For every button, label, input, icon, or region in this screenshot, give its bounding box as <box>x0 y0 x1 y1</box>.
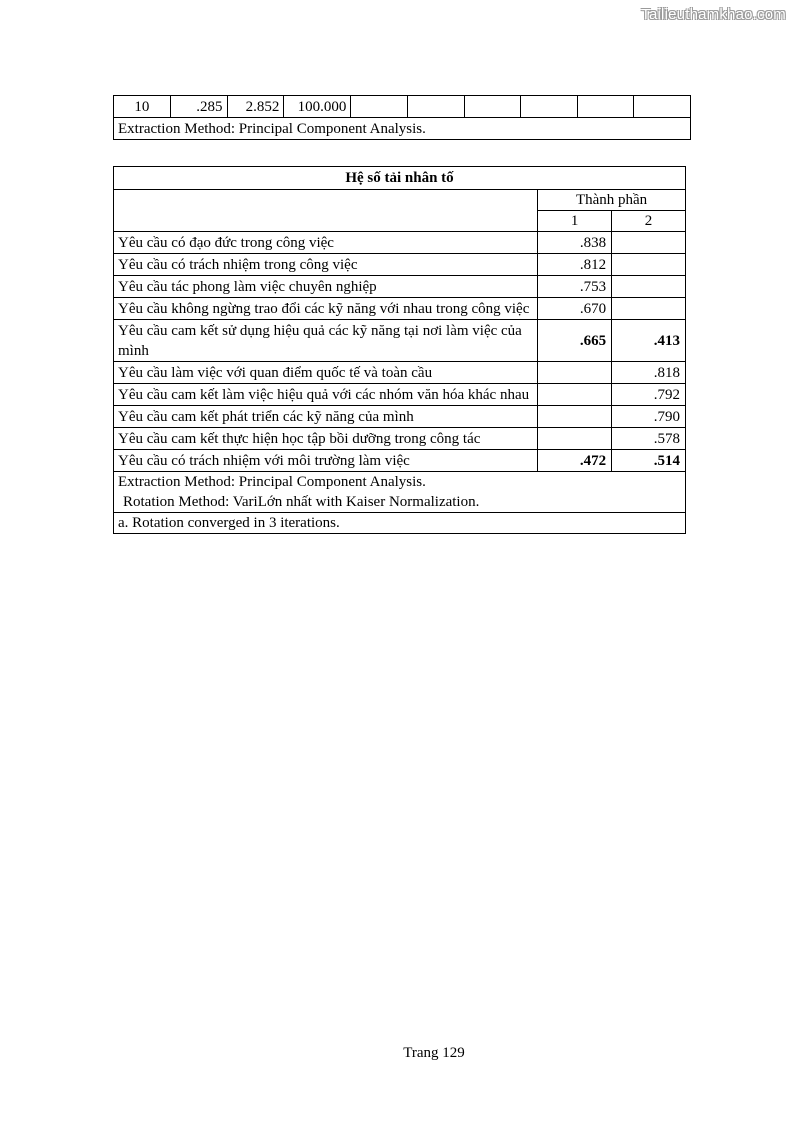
row-label: Yêu cầu không ngừng trao đổi các kỹ năng với nhau trong công việc <box>114 298 538 320</box>
loading-c1: .670 <box>538 298 612 320</box>
component-header: Thành phần <box>538 190 686 211</box>
table-title-row <box>114 167 686 190</box>
table-row <box>114 298 686 320</box>
table-footer-row <box>114 513 686 534</box>
row-label: Yêu cầu cam kết làm việc hiệu quả với các nhóm văn hóa khác nhau <box>114 384 538 406</box>
loading-c1: .753 <box>538 276 612 298</box>
page-number: Trang 129 <box>403 1045 465 1061</box>
loading-c1: .665 <box>538 320 612 362</box>
table-row <box>114 362 686 384</box>
table-cell <box>577 96 634 118</box>
table-row <box>114 320 686 362</box>
table-cell: 100.000 <box>284 96 351 118</box>
loading-c1 <box>538 362 612 384</box>
table-footer-row <box>114 472 686 513</box>
table-row <box>114 384 686 406</box>
table-header-row <box>114 190 686 211</box>
table-cell <box>521 96 578 118</box>
loading-c2: .790 <box>612 406 686 428</box>
row-label: Yêu cầu có trách nhiệm với môi trường làm việc <box>114 450 538 472</box>
table-cell <box>464 96 521 118</box>
table-cell <box>351 96 408 118</box>
loading-c2: .514 <box>612 450 686 472</box>
loading-c2 <box>612 298 686 320</box>
watermark: Tailieuthamkhao.com <box>641 6 786 23</box>
table-row <box>114 96 691 118</box>
table-row <box>114 428 686 450</box>
loading-c2 <box>612 232 686 254</box>
loading-c1 <box>538 428 612 450</box>
column-header-1: 1 <box>538 211 612 232</box>
table-cell: 2.852 <box>227 96 284 118</box>
table-row <box>114 254 686 276</box>
loading-c2: .792 <box>612 384 686 406</box>
table-cell: .285 <box>170 96 227 118</box>
loading-c2 <box>612 254 686 276</box>
row-label: Yêu cầu cam kết thực hiện học tập bồi dưỡng trong công tác <box>114 428 538 450</box>
header-blank <box>114 190 538 232</box>
table-note: Extraction Method: Principal Component Analysis. <box>114 118 691 140</box>
loading-c2: .578 <box>612 428 686 450</box>
table-title: Hệ số tải nhân tố <box>114 167 686 190</box>
row-label: Yêu cầu có đạo đức trong công việc <box>114 232 538 254</box>
table-cell <box>634 96 691 118</box>
table-row <box>114 118 691 140</box>
loading-c2: .818 <box>612 362 686 384</box>
loading-c1: .472 <box>538 450 612 472</box>
row-label: Yêu cầu cam kết phát triển các kỹ năng của mình <box>114 406 538 428</box>
table-row <box>114 276 686 298</box>
factor-loading-table <box>113 166 686 534</box>
row-label: Yêu cầu có trách nhiệm trong công việc <box>114 254 538 276</box>
table-cell <box>407 96 464 118</box>
table-row <box>114 232 686 254</box>
footer-note: a. Rotation converged in 3 iterations. <box>114 513 686 534</box>
row-label: Yêu cầu làm việc với quan điểm quốc tế và toàn cầu <box>114 362 538 384</box>
table-row <box>114 450 686 472</box>
loading-c1: .838 <box>538 232 612 254</box>
row-label: Yêu cầu tác phong làm việc chuyên nghiệp <box>114 276 538 298</box>
footer-rotation: Rotation Method: VariLớn nhất with Kaiser Normalization. <box>123 494 480 510</box>
loading-c1 <box>538 406 612 428</box>
table-cell: 10 <box>114 96 171 118</box>
table-row <box>114 406 686 428</box>
loading-c1 <box>538 384 612 406</box>
footer-extraction: Extraction Method: Principal Component Analysis. <box>118 474 426 490</box>
loading-c1: .812 <box>538 254 612 276</box>
loading-c2: .413 <box>612 320 686 362</box>
footer-methods <box>114 472 686 513</box>
row-label: Yêu cầu cam kết sử dụng hiệu quả các kỹ năng tại nơi làm việc của mình <box>114 320 538 362</box>
variance-table <box>113 95 691 140</box>
loading-c2 <box>612 276 686 298</box>
column-header-2: 2 <box>612 211 686 232</box>
